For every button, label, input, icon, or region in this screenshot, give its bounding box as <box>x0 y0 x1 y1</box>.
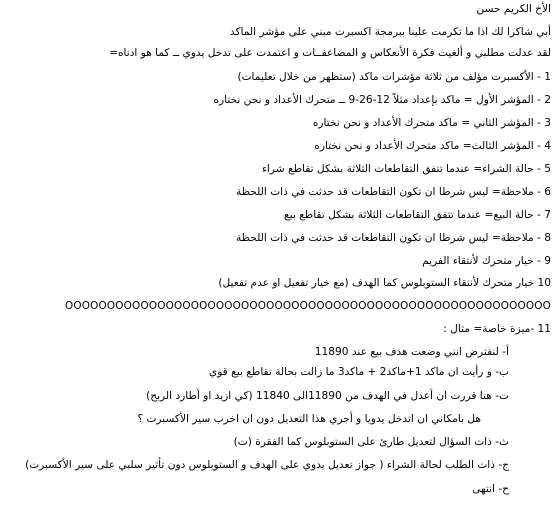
list-item-11: 11 -ميزة خاصة= مثال : <box>443 323 551 335</box>
intro-line-1: أبي شاكرا لك اذا ما تكرمت علينا ببرمجة اكسبرت مبني على مؤشر الماكد <box>229 26 551 38</box>
list-item-4: 4 - المؤشر الثالث= ماكد متحرك الأعداد و نحن نختاره <box>314 140 551 152</box>
list-item-7: 7 - حالة البيع= عندما تتفق التقاطعات الثلاثة بشكل تقاطع بيع <box>283 209 551 221</box>
item-number: 2 <box>544 94 551 106</box>
item-number: 7 <box>544 209 551 221</box>
item-number: 1 <box>544 71 551 83</box>
item-text: ملاحظة= ليس شرطا ان تكون التقاطعات قد حدثت في ذات اللحظة <box>235 232 534 244</box>
sub-item-h: ح- انتهى <box>472 483 509 495</box>
sub-item-j: ج- ذات الطلب لحالة الشراء ( جواز تعديل يدوي على الهدف و الستوبلوس دون تأثير سلبي على سير الأكسبرت) <box>25 459 509 471</box>
item-text: المؤشر الثاني = ماكد متحرك الأعداد و نحن نختاره <box>312 117 534 129</box>
item-number: 10 <box>537 277 551 289</box>
item-text: ملاحظة= ليس شرطا ان تكون التقاطعات قد حدثت في ذات اللحظة <box>235 186 534 198</box>
list-item-1: 1 - الأكسبرت مؤلف من ثلاثة مؤشرات ماكد (ستظهر من خلال تعليمات) <box>237 71 551 83</box>
item-text: ميزة خاصة= مثال : <box>443 323 531 335</box>
item-text: المؤشر الثالث= ماكد متحرك الأعداد و نحن نختاره <box>314 140 534 152</box>
item-number: 5 <box>544 163 551 175</box>
list-item-9: 9 - خيار متحرك لأنتقاء الفريم <box>422 255 551 267</box>
list-item-2: 2 - المؤشر الأول = ماكد بإعداد مثلاً 12-26-9 ــ متحرك الأعداد و نحن نختاره <box>213 94 551 106</box>
item-number: 3 <box>544 117 551 129</box>
greeting: الأخ الكريم حسن <box>476 3 551 15</box>
item-number: 8 <box>544 232 551 244</box>
list-item-3: 3 - المؤشر الثاني = ماكد متحرك الأعداد و نحن نختاره <box>312 117 551 129</box>
list-item-8: 8 - ملاحظة= ليس شرطا ان تكون التقاطعات قد حدثت في ذات اللحظة <box>235 232 551 244</box>
sub-item-b: ب- و رأيت ان ماكد 1+ماكد2 + ماكد3 ما زالت بحالة تقاطع بيع قوي <box>208 366 509 378</box>
item-text: المؤشر الأول = ماكد بإعداد مثلاً 12-26-9 ــ متحرك الأعداد و نحن نختاره <box>213 94 534 106</box>
question-line: هل بامكاني ان اتدخل يدويا و أجري هذا التعديل دون ان اخرب سير الأكسبرت ؟ <box>137 413 481 425</box>
separator-zeros: OOOOOOOOOOOOOOOOOOOOOOOOOOOOOOOOOOOOOOOOOOOOOOOOOOOOOOOOOO <box>65 300 551 312</box>
item-text: حالة البيع= عندما تتفق التقاطعات الثلاثة بشكل تقاطع بيع <box>283 209 534 221</box>
list-item-5: 5 - حالة الشراء= عندما تتفق التقاطعات الثلاثة بشكل تقاطع شراء <box>261 163 551 175</box>
sub-item-th: ث- ذات السؤال لتعديل طارئ على الستوبلوس كما الفقرة (ت) <box>233 436 509 448</box>
item-text: خيار متحرك لأنتقاء الستوبلوس كما الهدف (مع خيار تفعيل او عدم تفعيل) <box>218 277 535 289</box>
item-text: حالة الشراء= عندما تتفق التقاطعات الثلاثة بشكل تقاطع شراء <box>261 163 534 175</box>
sub-item-a: أ- لنفترض انني وضعت هدف بيع عند 11890 <box>314 346 509 358</box>
list-item-10 <box>218 276 551 290</box>
list-item-6: 6 - ملاحظة= ليس شرطا ان تكون التقاطعات قد حدثت في ذات اللحظة <box>235 186 551 198</box>
item-number: 11 <box>537 323 551 335</box>
item-number: 6 <box>544 186 551 198</box>
item-text: خيار متحرك لأنتقاء الفريم <box>422 255 534 267</box>
item-text: الأكسبرت مؤلف من ثلاثة مؤشرات ماكد (ستظهر من خلال تعليمات) <box>237 71 534 83</box>
item-number: 9 <box>544 255 551 267</box>
item-number: 4 <box>544 140 551 152</box>
intro-line-2: لقد عدلت مطلبي و ألغيت فكرة الأنعكاس و المضاعفــات و اعتمدت على تدخل يدوي ــ كما هو ادناه= <box>109 47 551 59</box>
sub-item-t: ت- هنا قررت ان أعدل في الهدف من 11890الى 11840 (كي ازيد او أطارد الربح) <box>146 390 509 402</box>
